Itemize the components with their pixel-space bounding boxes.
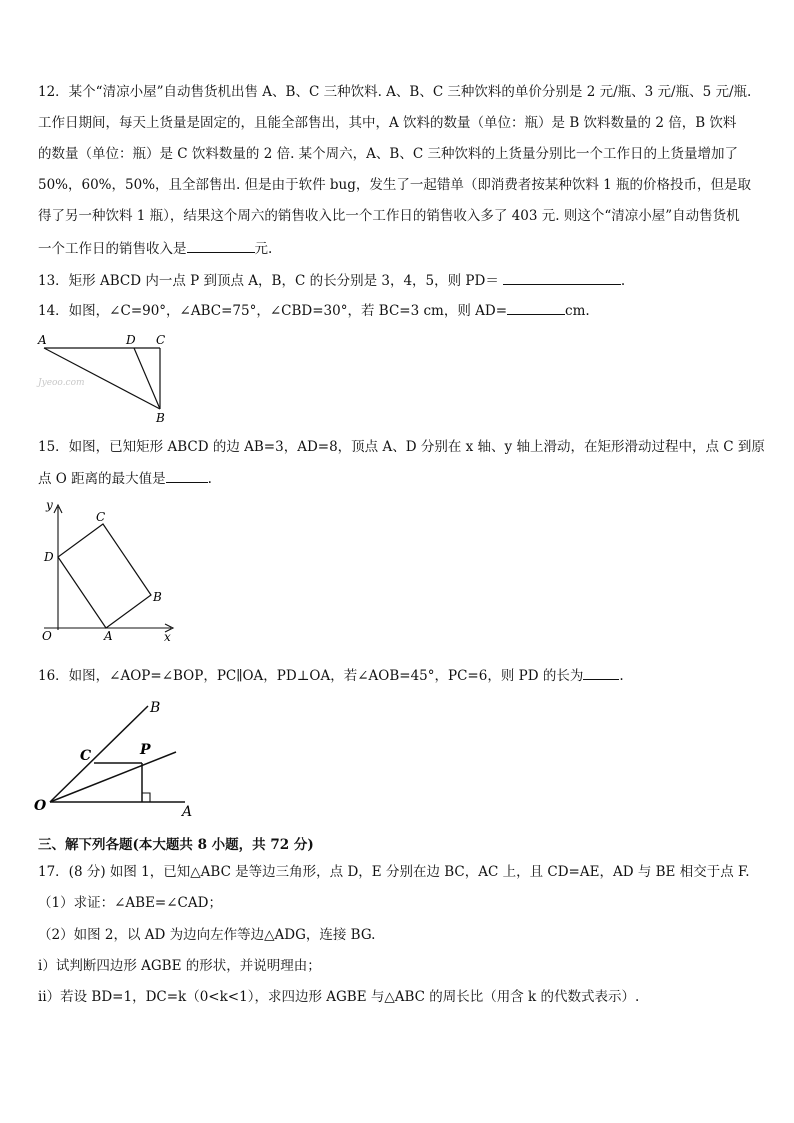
- q17-line-5: ⅱ）若设 BD=1，DC=k（0<k<1），求四边形 AGBE 与△ABC 的周长比（用含 k 的代数式表示）.: [38, 989, 640, 1005]
- q12-line-1: 12．某个“清凉小屋”自动售货机出售 A、B、C 三种饮料. A、B、C 三种饮料的单价分别是 2 元/瓶、3 元/瓶、5 元/瓶.: [38, 84, 752, 100]
- q15-text: 点 O 距离的最大值是: [38, 471, 166, 487]
- q14-segment-db: [134, 348, 160, 409]
- q14-line: [38, 300, 590, 321]
- q15-label-a: A: [104, 629, 113, 643]
- q15-label-y: y: [46, 498, 53, 512]
- q14-label-b: B: [156, 411, 165, 425]
- q14-figure: [30, 330, 190, 425]
- q15-label-o: O: [42, 629, 52, 643]
- q17-line-1: 17．(8 分) 如图 1，已知△ABC 是等边三角形，点 D，E 分别在边 BC，AC 上，且 CD=AE，AD 与 BE 相交于点 F.: [38, 864, 750, 880]
- q16-label-p: P: [140, 742, 151, 758]
- q13-text: 13．矩形 ABCD 内一点 P 到顶点 A，B，C 的长分别是 3，4，5，则 PD＝: [38, 273, 499, 289]
- q16-ray-ob: [50, 706, 148, 802]
- q15-label-c: C: [96, 510, 106, 524]
- q16-label-a: A: [182, 804, 193, 820]
- q12-line-5: 得了另一种饮料 1 瓶），结果这个周六的销售收入比一个工作日的销售收入多了 403 元. 则这个“清凉小屋”自动售货机: [38, 208, 740, 224]
- q16-label-o: O: [34, 798, 47, 814]
- q15-line-1: 15．如图，已知矩形 ABCD 的边 AB=3，AD=8，顶点 A、D 分别在 x 轴、y 轴上滑动，在矩形滑动过程中，点 C 到原: [38, 439, 765, 455]
- q13-period: .: [620, 273, 626, 289]
- q16-label-b: B: [150, 700, 161, 716]
- q14-label-a: A: [38, 333, 47, 347]
- q15-label-b: B: [153, 590, 162, 604]
- q12-line-6: [38, 238, 272, 259]
- q17-line-4: ⅰ）试判断四边形 AGBE 的形状，并说明理由；: [38, 958, 321, 974]
- q14-answer-blank[interactable]: [507, 300, 565, 315]
- q12-line-6-text: 一个工作日的销售收入是: [38, 241, 187, 257]
- q16-figure: [30, 692, 200, 822]
- q15-period: .: [207, 471, 212, 487]
- q15-line-2: [38, 468, 212, 489]
- q16-answer-blank[interactable]: [583, 665, 619, 680]
- q16-label-c: C: [80, 748, 92, 764]
- q16-text: 16．如图，∠AOP=∠BOP，PC∥OA，PD⊥OA，若∠AOB=45°，PC=6，则 PD 的长为: [38, 668, 584, 684]
- q17-line-2: （1）求证：∠ABE=∠CAD；: [38, 895, 222, 911]
- q14-label-d: D: [126, 333, 136, 347]
- q12-line-2: 工作日期间，每天上货量是固定的，且能全部售出，其中，A 饮料的数量（单位：瓶）是 B 饮料数量的 2 倍，B 饮料: [38, 115, 737, 131]
- q15-label-d: D: [44, 550, 54, 564]
- q12-answer-blank[interactable]: [187, 238, 255, 253]
- q16-period: .: [619, 668, 624, 684]
- q13-answer-blank[interactable]: [503, 270, 621, 285]
- q16-ray-op: [50, 752, 176, 802]
- q12-unit: 元.: [254, 241, 273, 257]
- q15-rectangle-abcd: [58, 524, 151, 628]
- q14-watermark: Jyeoo.com: [38, 378, 85, 388]
- q15-figure: [36, 495, 186, 645]
- q16-right-angle-mark: [142, 793, 150, 802]
- q16-line: [38, 665, 624, 686]
- q12-line-4: 50%，60%，50%，且全部售出. 但是由于软件 bug，发生了一起错单（即消费者按某种饮料 1 瓶的价格投币，但是取: [38, 177, 752, 193]
- q14-label-c: C: [156, 333, 166, 347]
- q15-label-x: x: [164, 630, 171, 644]
- q13-line: [38, 270, 625, 291]
- section-3-header: 三、解下列各题(本大题共 8 小题，共 72 分): [38, 837, 314, 853]
- q17-line-3: （2）如图 2，以 AD 为边向左作等边△ADG，连接 BG.: [38, 927, 376, 943]
- q15-answer-blank[interactable]: [166, 468, 208, 483]
- q12-line-3: 的数量（单位：瓶）是 C 饮料数量的 2 倍. 某个周六，A、B、C 三种饮料的上货量分别比一个工作日的上货量增加了: [38, 146, 738, 162]
- q14-unit: cm.: [565, 303, 590, 319]
- q14-text: 14．如图，∠C=90°，∠ABC=75°，∠CBD=30°，若 BC=3 cm，则 AD=: [38, 303, 508, 319]
